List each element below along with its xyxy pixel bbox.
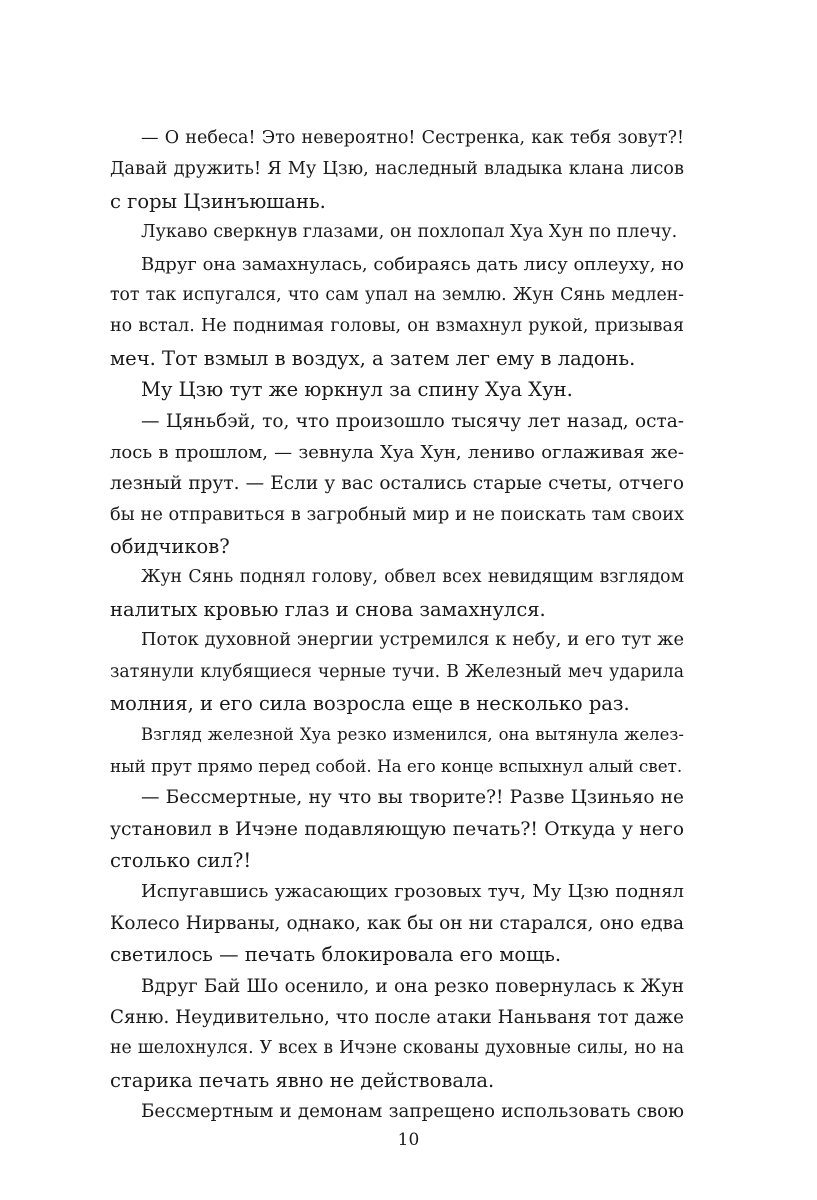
text-line: Взгляд железной Хуа резко изменился, она вытянула желез-: [141, 725, 684, 745]
text-line: Вдруг Бай Шо осенило, и она резко повернулась к Жун: [141, 975, 684, 997]
text-line: светилось — печать блокировала его мощь.: [110, 943, 562, 967]
text-line: Лукаво сверкнув глазами, он похлопал Хуа Хун по плечу.: [141, 222, 678, 243]
text-line: но встал. Не поднимая головы, он взмахнул рукой, призывая: [110, 316, 684, 337]
page-number: 10: [397, 1130, 420, 1150]
text-line: установил в Ичэне подавляющую печать?! Откуда у него: [110, 818, 684, 840]
text-line: старика печать явно не действовала.: [110, 1068, 495, 1092]
text-line: не шелохнулся. У всех в Ичэне скованы духовные силы, но на: [110, 1038, 684, 1059]
text-line: тот так испугался, что сам упал на землю. Жун Сянь медлен-: [110, 284, 684, 305]
text-line: Жун Сянь поднял голову, обвел всех невидящим взглядом: [141, 567, 684, 588]
body-text: [110, 123, 684, 1128]
text-line: обидчиков?: [110, 535, 230, 559]
text-line: Сяню. Неудивительно, что после атаки Наньваня тот даже: [110, 1006, 684, 1028]
text-line: Давай дружить! Я Му Цзю, наследный владыка клана лисов: [110, 159, 684, 180]
text-line: — Цяньбэй, то, что произошло тысячу лет назад, оста-: [141, 410, 684, 432]
text-line: молния, и его сила возросла еще в несколько раз.: [110, 692, 630, 716]
text-line: столько сил?!: [110, 848, 252, 872]
text-line: меч. Тот взмыл в воздух, а затем лег ему в ладонь.: [110, 346, 636, 370]
text-line: Му Цзю тут же юркнул за спину Хуа Хун.: [141, 378, 573, 402]
text-line: Колесо Нирваны, однако, как бы он ни старался, оно едва: [110, 912, 684, 934]
text-line: ный прут прямо перед собой. На его конце вспыхнул алый свет.: [110, 755, 683, 776]
text-line: бы не отправиться в загробный мир и не поискать там своих: [110, 504, 684, 525]
text-line: Бессмертным и демонам запрещено использовать свою: [141, 1101, 684, 1123]
text-line: — Бессмертные, ну что вы творите?! Разве Цзиньяо не: [141, 787, 684, 809]
text-line: лезный прут. — Если у вас остались старые счеты, отчего: [110, 473, 684, 495]
text-line: Вдруг она замахнулась, собираясь дать лису оплеуху, но: [141, 253, 684, 275]
text-line: лось в прошлом, — зевнула Хуа Хун, лениво оглаживая же-: [110, 441, 684, 463]
text-line: Испугавшись ужасающих грозовых туч, Му Цзю поднял: [141, 881, 684, 903]
text-line: затянули клубящиеся черные тучи. В Железный меч ударила: [110, 661, 684, 682]
text-line: Поток духовной энергии устремился к небу, и его тут же: [141, 630, 684, 651]
text-line: с горы Цзинъюшань.: [110, 189, 326, 213]
text-line: — О небеса! Это невероятно! Сестренка, как тебя зовут?!: [141, 128, 684, 148]
text-line: налитых кровью глаз и снова замахнулся.: [110, 597, 546, 621]
